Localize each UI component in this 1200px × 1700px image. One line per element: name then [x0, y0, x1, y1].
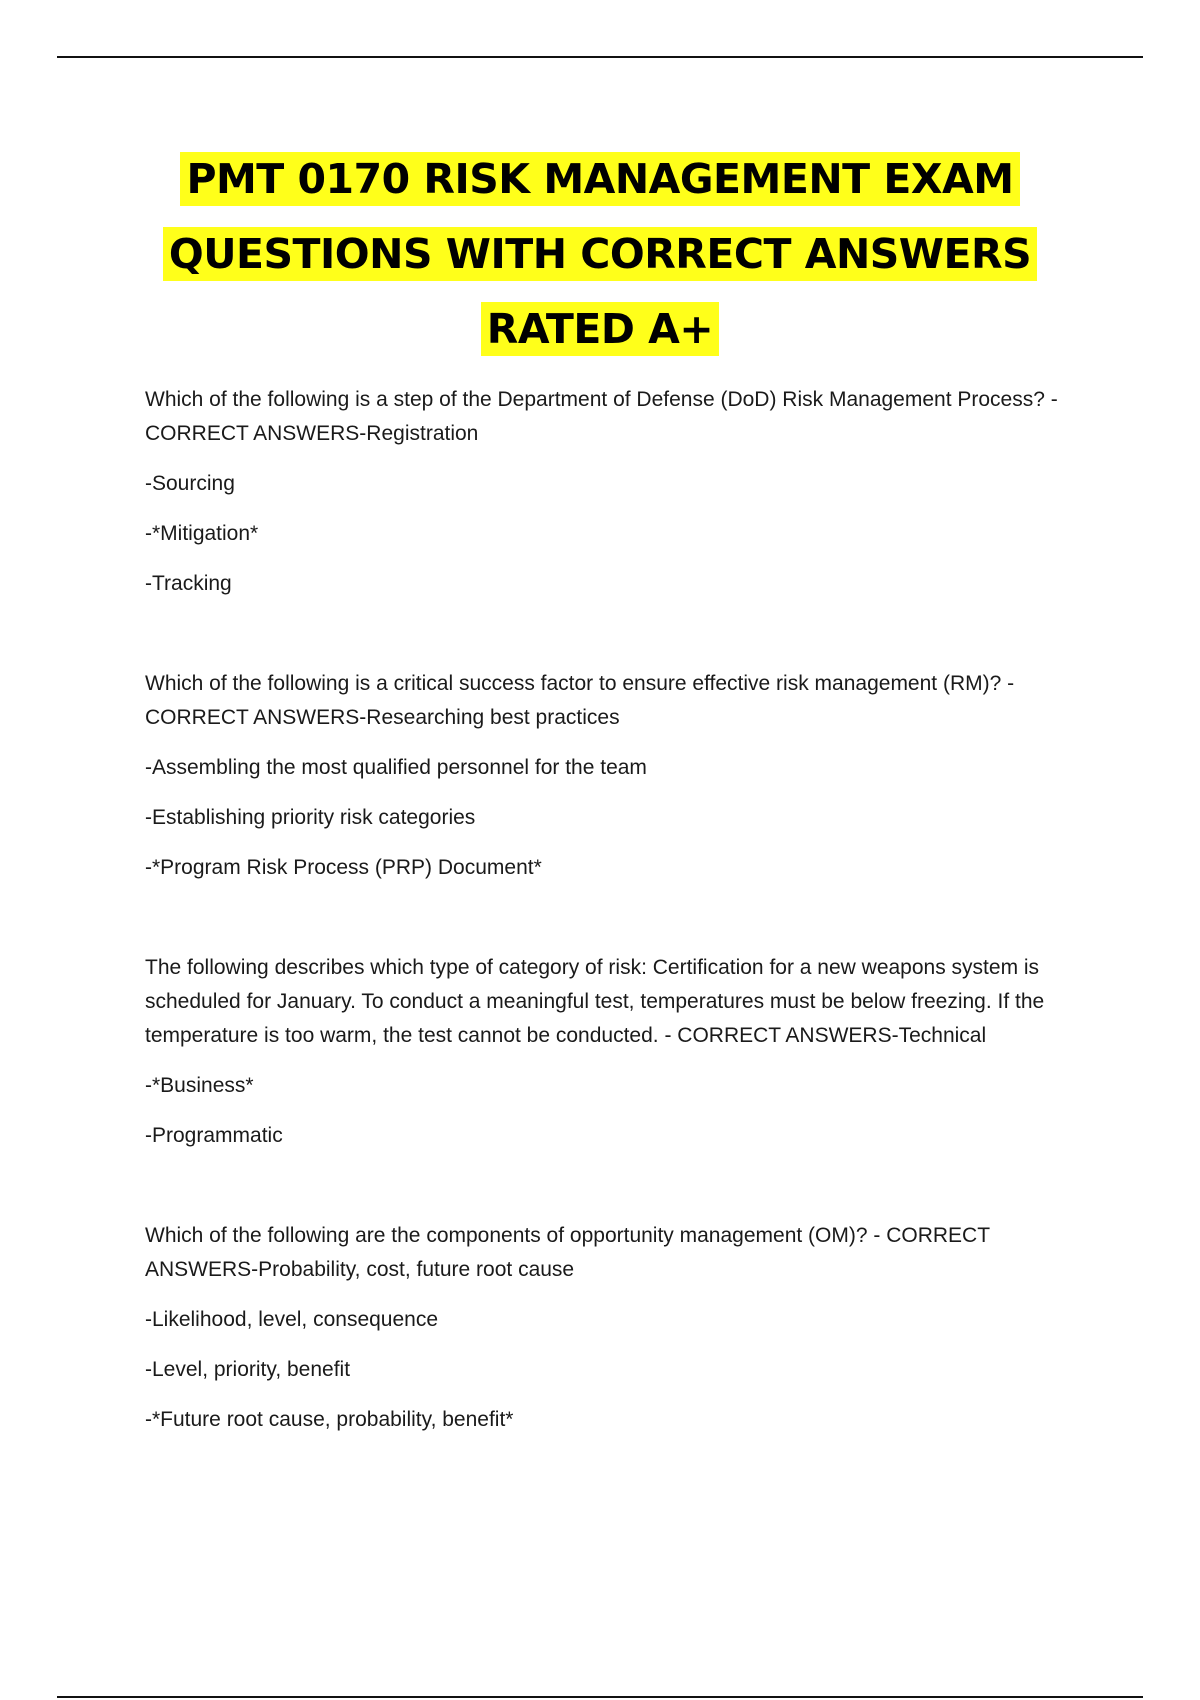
questions-list: [145, 383, 1095, 1453]
question-block-2: [145, 667, 1095, 885]
title-line-3: [0, 292, 1200, 367]
question-text: Which of the following is a critical success factor to ensure effective risk management (RM)? - CORRECT ANSWERS-Researching best practices: [145, 672, 1015, 729]
title-line-2: [0, 217, 1200, 292]
answer-option: -*Business*: [145, 1074, 254, 1097]
question-text: The following describes which type of category of risk: Certification for a new weapons system is scheduled for January. To conduct a meaningful test, temperatures must be below freezing. If the temperature is too warm, the test cannot be conducted. - CORRECT ANSWERS-Technical: [145, 956, 1045, 1047]
top-rule: [57, 56, 1143, 58]
answer-option: -Level, priority, benefit: [145, 1358, 351, 1381]
answer-option: -*Program Risk Process (PRP) Document*: [145, 856, 542, 879]
answer-option: -Sourcing: [145, 472, 235, 495]
question-text: Which of the following are the components of opportunity management (OM)? - CORRECT ANSWERS-Probability, cost, future root cause: [145, 1224, 990, 1281]
answer-option: -*Future root cause, probability, benefit*: [145, 1408, 514, 1431]
answer-option: -Programmatic: [145, 1124, 283, 1147]
question-text: Which of the following is a step of the Department of Defense (DoD) Risk Management Process? - CORRECT ANSWERS-Registration: [145, 388, 1058, 445]
question-block-4: [145, 1219, 1095, 1437]
answer-option: -*Mitigation*: [145, 522, 259, 545]
document-title: [0, 142, 1200, 367]
title-line-3-text: RATED A+: [481, 302, 720, 356]
answer-option: -Establishing priority risk categories: [145, 806, 476, 829]
answer-option: -Likelihood, level, consequence: [145, 1308, 439, 1331]
title-line-2-text: QUESTIONS WITH CORRECT ANSWERS: [163, 227, 1037, 281]
title-line-1-text: PMT 0170 RISK MANAGEMENT EXAM: [180, 152, 1019, 206]
question-block-3: [145, 951, 1095, 1153]
answer-option: -Assembling the most qualified personnel for the team: [145, 756, 647, 779]
question-block-1: [145, 383, 1095, 601]
bottom-rule: [57, 1696, 1143, 1698]
answer-option: -Tracking: [145, 572, 232, 595]
title-line-1: [0, 142, 1200, 217]
